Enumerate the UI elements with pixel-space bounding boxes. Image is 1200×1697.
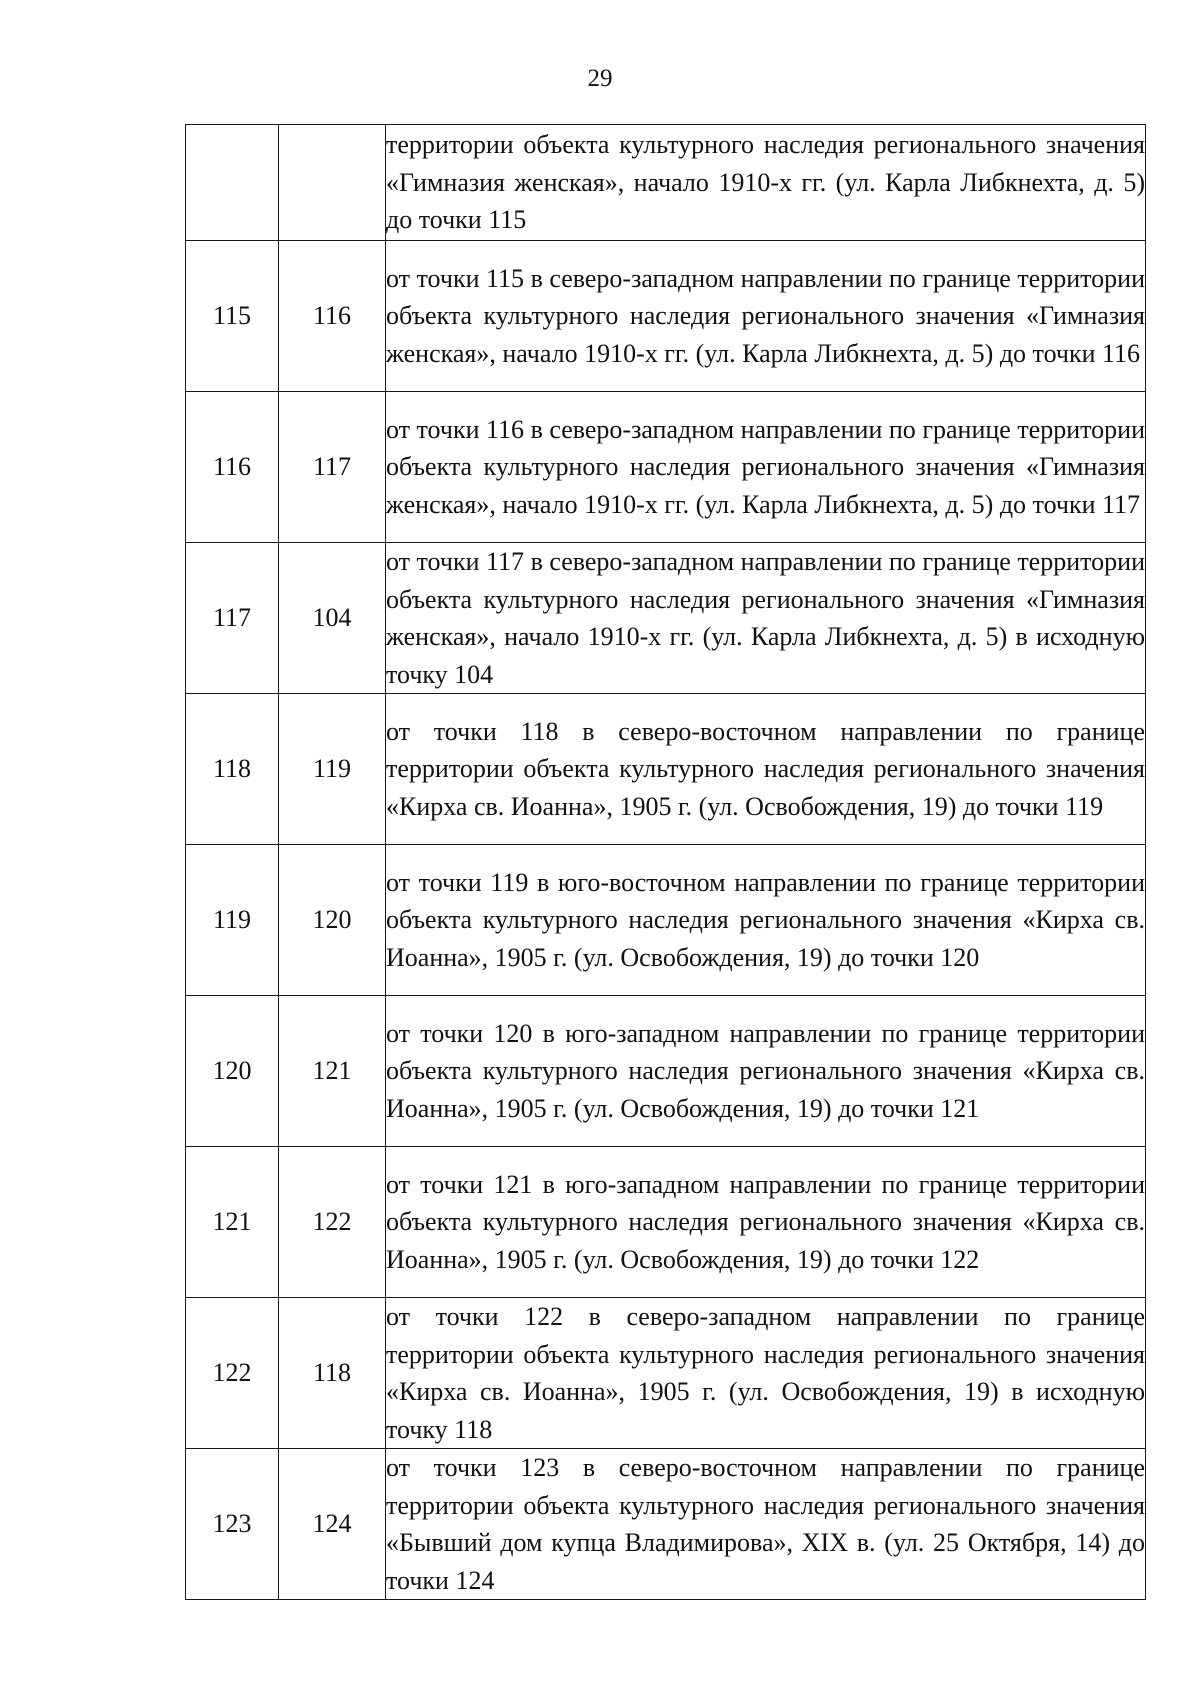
to-point-cell: 120 xyxy=(279,845,386,996)
to-point-cell xyxy=(279,125,386,241)
table-row xyxy=(186,392,1146,543)
from-point-cell: 123 xyxy=(186,1449,279,1600)
table-row xyxy=(186,1147,1146,1298)
boundary-description-cell: от точки 123 в северо-восточном направлении по границе территории объекта культурного наследия регионального значения «Бывший дом купца Владимирова», XIX в. (ул. 25 Октября, 14) до точки 124 xyxy=(386,1449,1146,1600)
table-row xyxy=(186,996,1146,1147)
boundary-description-cell: от точки 118 в северо-восточном направлении по границе территории объекта культурного наследия регионального значения «Кирха св. Иоанна», 1905 г. (ул. Освобождения, 19) до точки 119 xyxy=(386,694,1146,845)
from-point-cell: 118 xyxy=(186,694,279,845)
to-point-cell: 121 xyxy=(279,996,386,1147)
to-point-cell: 119 xyxy=(279,694,386,845)
from-point-cell: 120 xyxy=(186,996,279,1147)
boundary-description-cell: территории объекта культурного наследия регионального значения «Гимназия женская», начало 1910-х гг. (ул. Карла Либкнехта, д. 5) до точки 115 xyxy=(386,125,1146,241)
boundary-description-cell: от точки 120 в юго-западном направлении по границе территории объекта культурного наследия регионального значения «Кирха св. Иоанна», 1905 г. (ул. Освобождения, 19) до точки 121 xyxy=(386,996,1146,1147)
to-point-cell: 116 xyxy=(279,241,386,392)
from-point-cell: 119 xyxy=(186,845,279,996)
boundary-description-cell: от точки 115 в северо-западном направлении по границе территории объекта культурного наследия регионального значения «Гимназия женская», начало 1910-х гг. (ул. Карла Либкнехта, д. 5) до точки 116 xyxy=(386,241,1146,392)
boundary-description-cell: от точки 121 в юго-западном направлении по границе территории объекта культурного наследия регионального значения «Кирха св. Иоанна», 1905 г. (ул. Освобождения, 19) до точки 122 xyxy=(386,1147,1146,1298)
table-row xyxy=(186,241,1146,392)
table-row xyxy=(186,845,1146,996)
from-point-cell: 122 xyxy=(186,1298,279,1449)
from-point-cell: 115 xyxy=(186,241,279,392)
boundary-points-table xyxy=(185,124,1146,1600)
to-point-cell: 122 xyxy=(279,1147,386,1298)
from-point-cell: 117 xyxy=(186,543,279,694)
boundary-description-cell: от точки 119 в юго-восточном направлении по границе территории объекта культурного наследия регионального значения «Кирха св. Иоанна», 1905 г. (ул. Освобождения, 19) до точки 120 xyxy=(386,845,1146,996)
table-row xyxy=(186,1298,1146,1449)
from-point-cell: 121 xyxy=(186,1147,279,1298)
from-point-cell xyxy=(186,125,279,241)
to-point-cell: 124 xyxy=(279,1449,386,1600)
to-point-cell: 118 xyxy=(279,1298,386,1449)
to-point-cell: 117 xyxy=(279,392,386,543)
table-row xyxy=(186,125,1146,241)
page-number: 29 xyxy=(587,65,613,92)
table-row xyxy=(186,543,1146,694)
boundary-description-cell: от точки 117 в северо-западном направлении по границе территории объекта культурного наследия регионального значения «Гимназия женская», начало 1910-х гг. (ул. Карла Либкнехта, д. 5) в исходную точку 104 xyxy=(386,543,1146,694)
boundary-description-cell: от точки 122 в северо-западном направлении по границе территории объекта культурного наследия регионального значения «Кирха св. Иоанна», 1905 г. (ул. Освобождения, 19) в исходную точку 118 xyxy=(386,1298,1146,1449)
from-point-cell: 116 xyxy=(186,392,279,543)
table-row xyxy=(186,1449,1146,1600)
to-point-cell: 104 xyxy=(279,543,386,694)
boundary-description-cell: от точки 116 в северо-западном направлении по границе территории объекта культурного наследия регионального значения «Гимназия женская», начало 1910-х гг. (ул. Карла Либкнехта, д. 5) до точки 117 xyxy=(386,392,1146,543)
table-row xyxy=(186,694,1146,845)
